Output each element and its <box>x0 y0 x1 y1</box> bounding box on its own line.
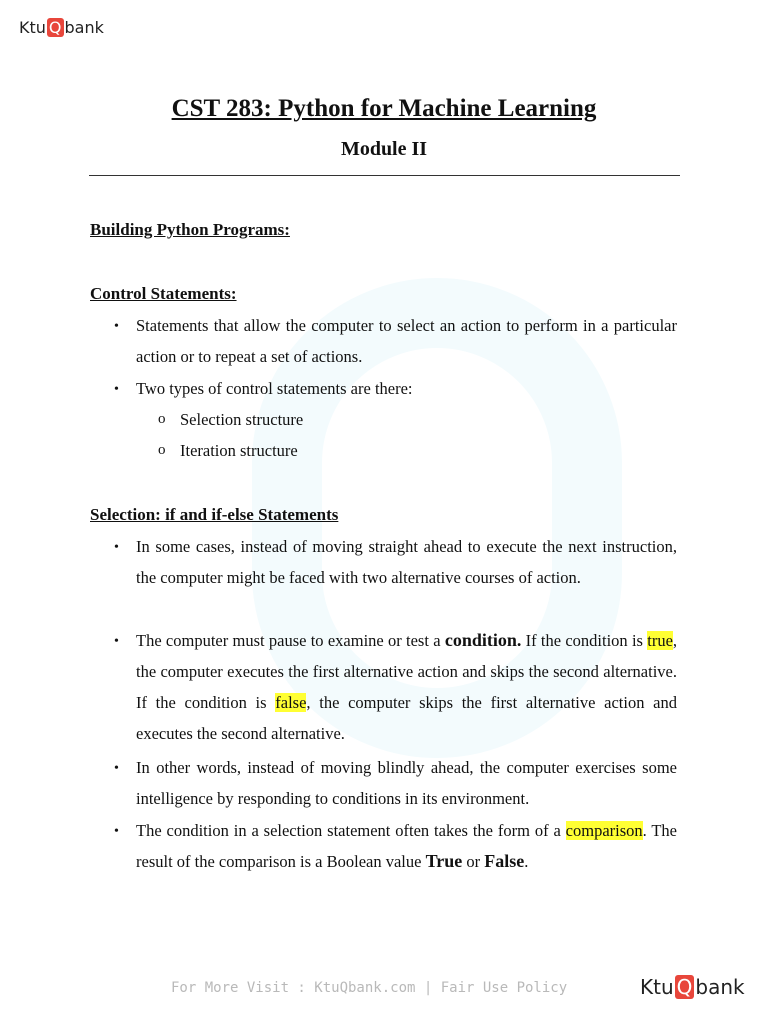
text-run: , the computer executes the first alternative action and skips the second alternative. If the condition is <box>136 631 678 712</box>
document-title: CST 283: Python for Machine Learning <box>171 95 597 122</box>
text-run: If the condition is <box>521 631 648 650</box>
highlight-false: false <box>275 693 307 712</box>
ktuqbank-logo-footer[interactable] <box>640 975 745 999</box>
highlight-true: true <box>647 631 673 650</box>
bullet-control-2: Two types of control statements are there: <box>136 379 413 398</box>
logo-q-badge: Q <box>676 975 693 999</box>
text-run: . <box>524 852 529 871</box>
bullet-marker: • <box>114 824 119 839</box>
bullet-selection-3: In other words, instead of moving blindly ahead, the computer exercises some intelligence by responding to conditions in its environment. <box>136 758 677 808</box>
bullet-selection-1: In some cases, instead of moving straight ahead to execute the next instruction, the computer might be faced with two alternative courses of action. <box>136 537 677 587</box>
highlight-comparison: comparison <box>565 821 643 840</box>
module-title: Module II <box>340 138 428 160</box>
footer-link[interactable]: For More Visit : KtuQbank.com | Fair Use Policy <box>171 980 568 996</box>
bullet-marker: • <box>114 634 119 649</box>
logo-text-pre: Ktu <box>640 975 674 999</box>
title-divider <box>89 175 680 176</box>
sub-bullet-selection: Selection structure <box>180 410 304 429</box>
keyword-false: False <box>484 851 525 871</box>
text-run: , the computer skips the first alternative action and executes the second alternative. <box>136 693 677 743</box>
logo-text-post: bank <box>695 975 745 999</box>
text-run: The condition in a selection statement often takes the form of a <box>136 821 566 840</box>
bullet-marker: • <box>114 319 119 334</box>
logo-text-post: bank <box>64 18 104 37</box>
sub-bullet-marker: o <box>158 442 166 458</box>
bullet-marker: • <box>114 540 119 555</box>
bullet-marker: • <box>114 382 119 397</box>
section-heading-building: Building Python Programs: <box>90 220 290 239</box>
section-heading-control: Control Statements: <box>90 284 237 303</box>
ktuqbank-logo[interactable] <box>19 18 104 37</box>
text-run: . The result of the comparison is a Boolean value <box>136 821 677 871</box>
bullet-marker: • <box>114 761 119 776</box>
keyword-condition: condition. <box>444 630 522 650</box>
logo-text-pre: Ktu <box>19 18 46 37</box>
sub-bullet-marker: o <box>158 411 166 427</box>
text-run: or <box>462 852 485 871</box>
sub-bullet-iteration: Iteration structure <box>180 441 298 460</box>
keyword-true: True <box>425 851 463 871</box>
bullet-selection-4 <box>136 815 677 877</box>
text-run: The computer must pause to examine or test a <box>136 631 445 650</box>
bullet-control-1: Statements that allow the computer to select an action to perform in a particular action or to repeat a set of actions. <box>136 316 677 366</box>
logo-q-badge: Q <box>48 18 62 37</box>
section-heading-selection: Selection: if and if-else Statements <box>90 505 339 524</box>
bullet-selection-2 <box>136 625 677 749</box>
